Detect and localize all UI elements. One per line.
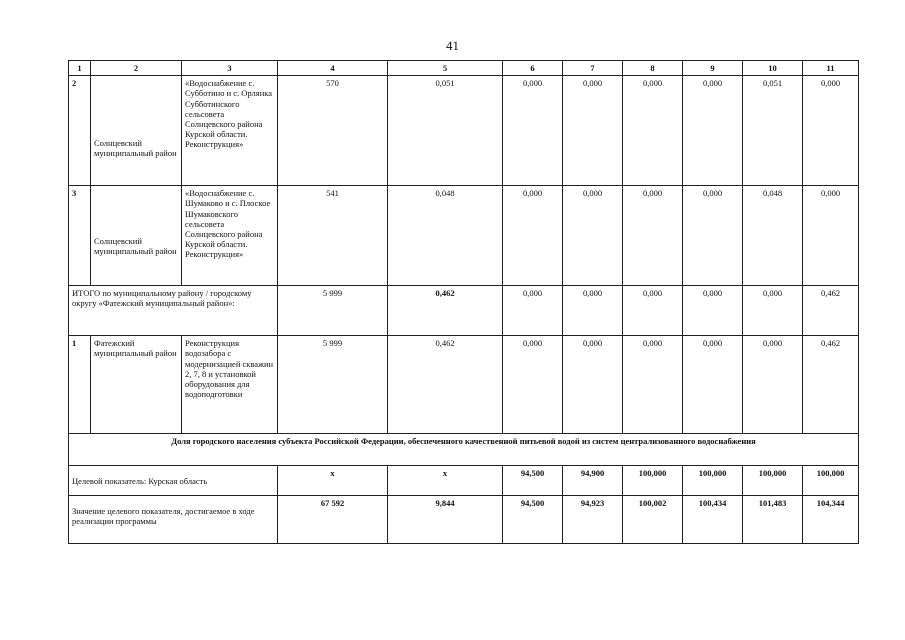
value-cell: 0,462 bbox=[803, 336, 859, 434]
value-cell: 94,900 bbox=[563, 466, 623, 496]
value-cell: 0,000 bbox=[623, 186, 683, 286]
col-header: 1 bbox=[69, 61, 91, 76]
object-cell: «Водоснабжение с. Субботино и с. Орлянка Субботинского сельсовета Солнцевского района Курской области. Реконструкция» bbox=[182, 76, 278, 186]
table-row bbox=[69, 186, 859, 286]
value-cell: 0,000 bbox=[683, 286, 743, 336]
col-header: 4 bbox=[278, 61, 388, 76]
object-cell: Реконструкция водозабора с модернизацией скважин 2, 7, 8 и установкой оборудования для водоподготовки bbox=[182, 336, 278, 434]
value-cell: 94,500 bbox=[503, 466, 563, 496]
col-header: 10 bbox=[743, 61, 803, 76]
value-cell: 0,000 bbox=[743, 286, 803, 336]
value-cell: 0,051 bbox=[388, 76, 503, 186]
program-table bbox=[68, 60, 859, 544]
col-header: 2 bbox=[91, 61, 182, 76]
row-index: 3 bbox=[69, 186, 91, 286]
value-cell: 0,048 bbox=[743, 186, 803, 286]
value-cell: 104,344 bbox=[803, 496, 859, 544]
municipality-cell: Солнцевский муниципальный район bbox=[91, 76, 182, 186]
col-header: 7 bbox=[563, 61, 623, 76]
target-row bbox=[69, 466, 859, 496]
col-header: 6 bbox=[503, 61, 563, 76]
value-cell: 0,462 bbox=[388, 286, 503, 336]
value-cell: 0,462 bbox=[388, 336, 503, 434]
row-index: 1 bbox=[69, 336, 91, 434]
table-row bbox=[69, 336, 859, 434]
value-cell: 101,483 bbox=[743, 496, 803, 544]
column-number-row bbox=[69, 61, 859, 76]
value-cell: 0,000 bbox=[503, 336, 563, 434]
value-cell: 5 999 bbox=[278, 286, 388, 336]
value-cell: 0,000 bbox=[563, 286, 623, 336]
value-cell: 0,000 bbox=[683, 76, 743, 186]
page-number: 41 bbox=[446, 38, 459, 53]
value-cell: 67 592 bbox=[278, 496, 388, 544]
value-cell: 0,000 bbox=[623, 286, 683, 336]
value-cell: 94,923 bbox=[563, 496, 623, 544]
value-cell: 9,844 bbox=[388, 496, 503, 544]
total-row bbox=[69, 286, 859, 336]
row-index: 2 bbox=[69, 76, 91, 186]
value-cell: 100,000 bbox=[683, 466, 743, 496]
value-cell: х bbox=[388, 466, 503, 496]
achieved-row bbox=[69, 496, 859, 544]
value-cell: 0,000 bbox=[503, 286, 563, 336]
object-cell: «Водоснабжение с. Шумаково и с. Плоское Шумаковского сельсовета Солнцевского района Курской области. Реконструкция» bbox=[182, 186, 278, 286]
value-cell: 0,000 bbox=[503, 186, 563, 286]
value-cell: 0,048 bbox=[388, 186, 503, 286]
value-cell: 541 bbox=[278, 186, 388, 286]
value-cell: 94,500 bbox=[503, 496, 563, 544]
value-cell: 0,000 bbox=[683, 336, 743, 434]
col-header: 5 bbox=[388, 61, 503, 76]
col-header: 3 bbox=[182, 61, 278, 76]
value-cell: 100,000 bbox=[743, 466, 803, 496]
value-cell: 0,000 bbox=[563, 186, 623, 286]
section-row bbox=[69, 434, 859, 466]
value-cell: 0,000 bbox=[563, 76, 623, 186]
value-cell: 0,000 bbox=[563, 336, 623, 434]
total-label: ИТОГО по муниципальному району / городскому округу «Фатежский муниципальный район»: bbox=[69, 286, 278, 336]
section-title: Доля городского населения субъекта Российской Федерации, обеспеченного качественной питьевой водой из систем централизованного водоснабжения bbox=[69, 434, 859, 466]
value-cell: 100,000 bbox=[623, 466, 683, 496]
value-cell: 5 999 bbox=[278, 336, 388, 434]
table-row bbox=[69, 76, 859, 186]
value-cell: 0,000 bbox=[503, 76, 563, 186]
value-cell: 0,000 bbox=[803, 186, 859, 286]
value-cell: 0,000 bbox=[803, 76, 859, 186]
value-cell: х bbox=[278, 466, 388, 496]
value-cell: 100,002 bbox=[623, 496, 683, 544]
col-header: 9 bbox=[683, 61, 743, 76]
value-cell: 570 bbox=[278, 76, 388, 186]
value-cell: 0,000 bbox=[623, 76, 683, 186]
value-cell: 0,000 bbox=[683, 186, 743, 286]
achieved-label: Значение целевого показателя, достигаемое в ходе реализации программы bbox=[69, 496, 278, 544]
target-label: Целевой показатель: Курская область bbox=[69, 466, 278, 496]
value-cell: 0,051 bbox=[743, 76, 803, 186]
value-cell: 100,434 bbox=[683, 496, 743, 544]
col-header: 8 bbox=[623, 61, 683, 76]
col-header: 11 bbox=[803, 61, 859, 76]
municipality-cell: Фатежский муниципальный район bbox=[91, 336, 182, 434]
municipality-cell: Солнцевский муниципальный район bbox=[91, 186, 182, 286]
value-cell: 0,000 bbox=[623, 336, 683, 434]
value-cell: 100,000 bbox=[803, 466, 859, 496]
value-cell: 0,462 bbox=[803, 286, 859, 336]
value-cell: 0,000 bbox=[743, 336, 803, 434]
